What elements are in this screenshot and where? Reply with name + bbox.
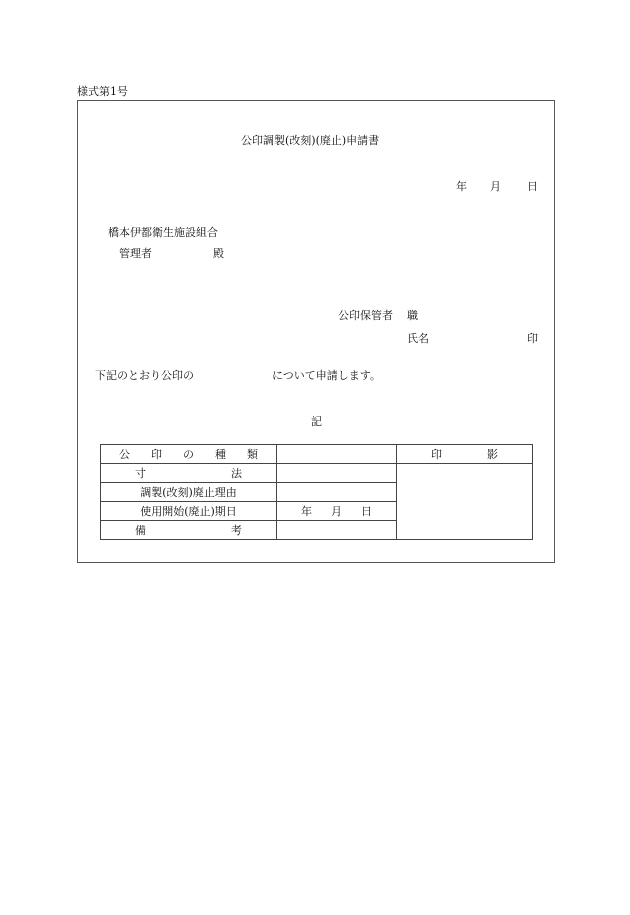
ki-label: 記 (311, 415, 322, 428)
addressee-honorific: 殿 (213, 247, 224, 260)
seal-impression-header (397, 445, 533, 464)
name-label: 氏名 (407, 332, 429, 345)
seal-info-table (100, 444, 533, 540)
header-char: 影 (487, 447, 498, 461)
remarks-field[interactable] (277, 521, 397, 540)
seal-impression-area[interactable] (397, 464, 533, 540)
date-year-label: 年 (456, 180, 467, 193)
date-unit-year: 年 (301, 504, 312, 518)
date-unit-month: 月 (331, 504, 342, 518)
seal-mark: 印 (527, 332, 538, 345)
start-date-field[interactable] (277, 502, 397, 521)
label-char: の (183, 447, 194, 461)
size-field[interactable] (277, 464, 397, 483)
body-text-prefix: 下記のとおり公印の (95, 369, 194, 382)
date-unit-day: 日 (361, 504, 372, 518)
seal-type-field[interactable] (277, 445, 397, 464)
table-row (101, 464, 533, 483)
label-char: 公 (119, 447, 130, 461)
row-label-reason: 調製(改刻)廃止理由 (101, 483, 277, 502)
table-row (101, 445, 533, 464)
label-char: 寸 (135, 466, 146, 480)
label-char: 類 (247, 447, 258, 461)
label-char: 法 (231, 466, 242, 480)
label-char: 種 (215, 447, 226, 461)
label-char: 印 (151, 447, 162, 461)
reason-field[interactable] (277, 483, 397, 502)
label-char: 考 (231, 523, 242, 537)
row-label-seal-type (101, 445, 277, 464)
position-label: 職 (407, 309, 418, 322)
date-day-label: 日 (527, 180, 538, 193)
custodian-label: 公印保管者 (338, 309, 393, 322)
header-char: 印 (431, 447, 442, 461)
form-number: 様式第1号 (77, 85, 128, 98)
form-title: 公印調製(改刻)(廃止)申請書 (241, 134, 380, 147)
body-text-suffix: について申請します。 (272, 369, 381, 382)
row-label-remarks (101, 521, 277, 540)
addressee-role: 管理者 (119, 247, 152, 260)
label-char: 備 (135, 523, 146, 537)
row-label-start-date: 使用開始(廃止)期日 (101, 502, 277, 521)
row-label-size (101, 464, 277, 483)
addressee-org: 橋本伊都衛生施設組合 (108, 226, 218, 239)
date-month-label: 月 (490, 180, 501, 193)
